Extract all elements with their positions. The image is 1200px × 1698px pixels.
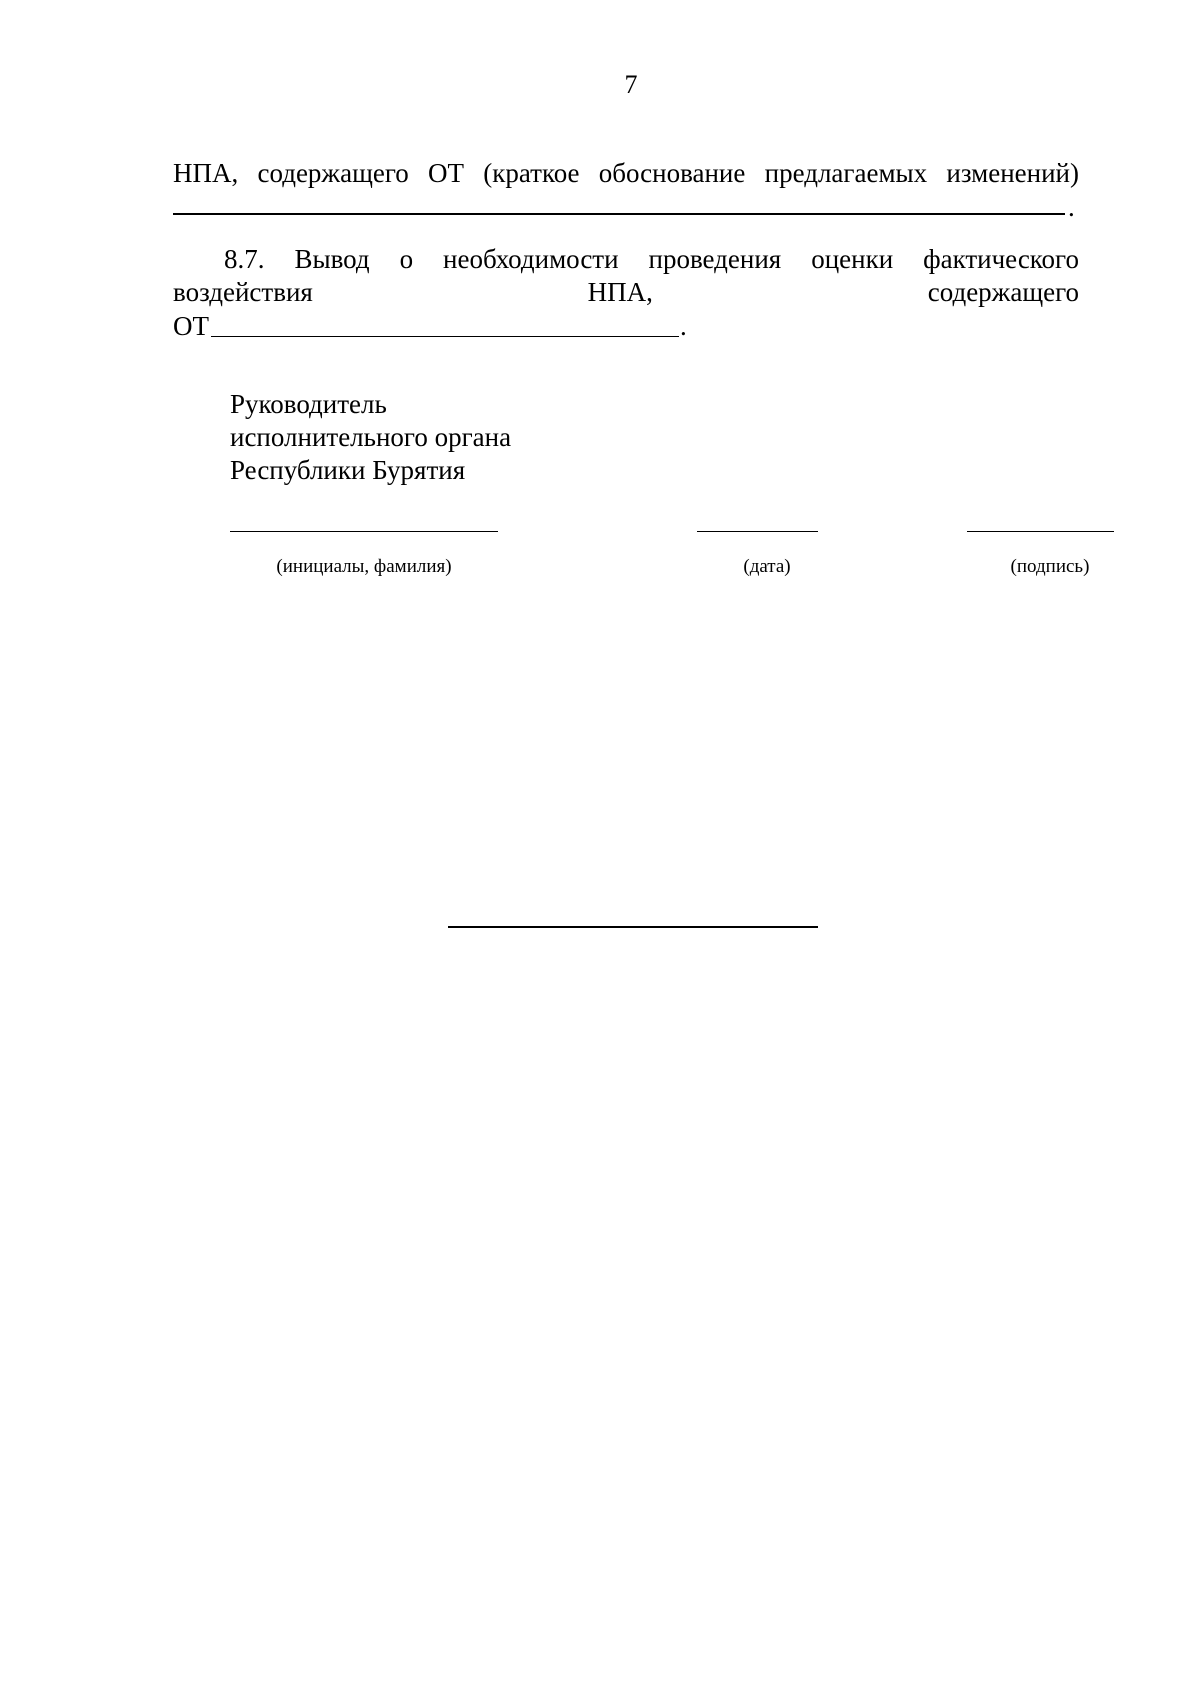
section-8-7-line-1 <box>224 243 1079 275</box>
word: предлагаемых <box>764 158 928 188</box>
word: содержащего <box>927 277 1079 307</box>
word: обоснование <box>598 158 746 188</box>
signature-caption: (подпись) <box>1010 556 1090 577</box>
blank-end-period: . <box>680 311 687 341</box>
word: НПА, <box>173 158 239 188</box>
word: проведения <box>648 244 782 274</box>
section-8-6-tail-line <box>173 157 1079 189</box>
section-8-7-line-2 <box>173 276 1079 308</box>
signatory-title-line-2: исполнительного органа <box>230 422 512 452</box>
date-field-line[interactable] <box>697 531 818 532</box>
closing-separator-line <box>448 926 818 928</box>
fill-in-blank-8-6[interactable] <box>173 213 1065 215</box>
word: (краткое <box>483 158 580 188</box>
word: ОТ <box>428 158 464 188</box>
initials-field-line[interactable] <box>230 531 498 532</box>
signature-field-line[interactable] <box>967 531 1114 532</box>
word: о <box>399 244 414 274</box>
signatory-title-line-1: Руководитель <box>230 389 387 419</box>
blank-end-period: . <box>1068 192 1075 222</box>
page-number: 7 <box>624 70 638 99</box>
word: 8.7. <box>224 244 265 274</box>
section-8-7-line-3-prefix: ОТ <box>173 311 209 341</box>
fill-in-blank-8-7[interactable] <box>211 336 679 337</box>
word: Вывод <box>294 244 370 274</box>
word: НПА, <box>587 277 653 307</box>
initials-caption: (инициалы, фамилия) <box>276 556 452 577</box>
word: содержащего <box>257 158 409 188</box>
word: оценки <box>811 244 894 274</box>
word: необходимости <box>443 244 619 274</box>
signatory-title-line-3: Республики Бурятия <box>230 455 466 485</box>
word: воздействия <box>173 277 313 307</box>
word: фактического <box>923 244 1079 274</box>
word: изменений) <box>946 158 1079 188</box>
date-caption: (дата) <box>743 556 791 577</box>
